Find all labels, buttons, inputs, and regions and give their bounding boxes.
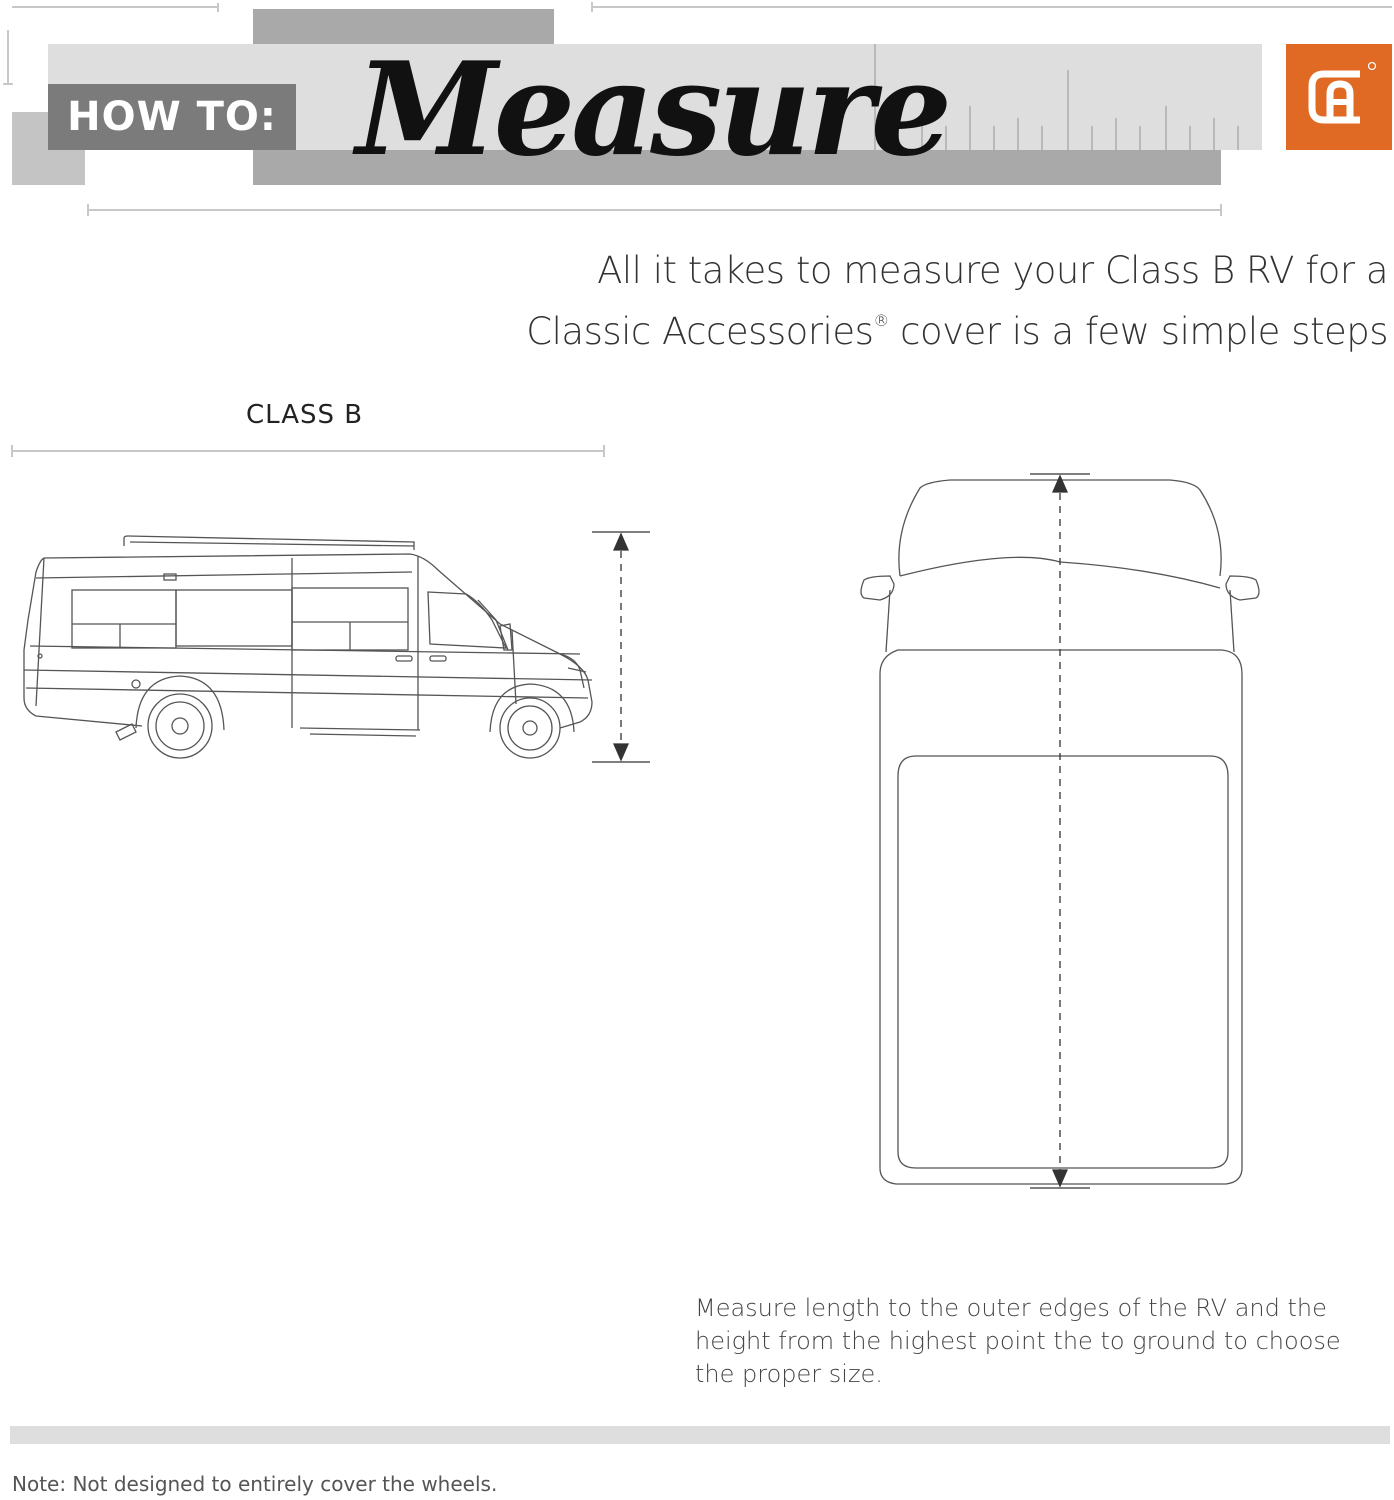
class-underline-tick — [11, 445, 13, 457]
header-tick — [87, 204, 89, 216]
class-label: CLASS B — [246, 400, 364, 430]
classic-accessories-logo-icon — [1286, 44, 1392, 150]
intro-line-2: Classic Accessories® cover is a few simple steps — [526, 310, 1388, 353]
howto-label: HOW TO: — [48, 84, 296, 150]
footer-note: Note: Not designed to entirely cover the wheels. — [12, 1472, 498, 1496]
class-underline — [12, 450, 604, 452]
page-title: Measure — [356, 35, 949, 185]
registered-mark: ® — [873, 311, 889, 330]
footer-divider-bar — [10, 1426, 1390, 1444]
intro-text — [488, 246, 1388, 357]
rv-side-view-illustration — [0, 520, 680, 780]
measure-instructions: Measure length to the outer edges of the RV and the height from the highest point the to ground to choose the proper size. — [695, 1294, 1341, 1388]
rv-top-view-illustration — [850, 460, 1270, 1200]
header-line-bottom — [88, 209, 1221, 211]
header-tick — [1220, 204, 1222, 216]
class-underline-tick — [603, 445, 605, 457]
intro-line-1: All it takes to measure your Class B RV for a — [597, 249, 1388, 292]
